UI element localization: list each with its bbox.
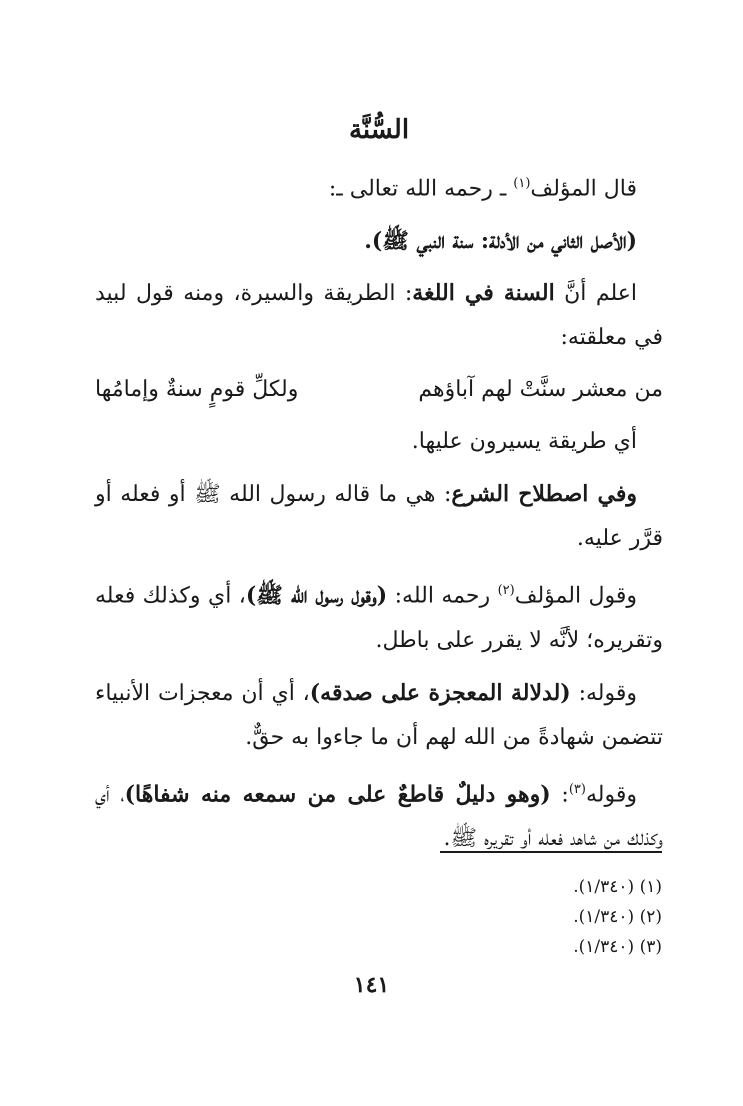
p5-rest: : هي ما قاله رسول الله ﷺ أو فعله أو قرَّر عليه. [95,482,663,552]
p8-rest: ، أي وكذلك من شاهد فعله أو تقريره ﷺ. [95,781,663,851]
footnote-ref-1: (١) [513,176,531,191]
p6-bold: (وقول رسول الله ﷺ) [245,582,388,609]
p3-pre: اعلم أنَّ [554,281,637,307]
verse-first-hemistich: من معشر سنَّتْ لهم آباؤهم [418,377,663,403]
p6-mid: رحمه الله: [387,583,498,609]
page-body [95,110,663,869]
p8-pre: وقوله [585,781,637,807]
paragraph-miracle-proof [95,671,663,760]
p6-pre: وقول المؤلف [514,583,638,609]
footnote-item: (١) (١/٣٤٠). [573,877,662,897]
footnote-item: (٢) (١/٣٤٠). [573,907,662,927]
paragraph-verse-explanation: أي طريقة يسيرون عليها. [411,429,637,455]
footnote-ref-3: (٣) [568,781,586,797]
p8-bold: (وهو دليلٌ قاطعٌ على من سمعه منه شفاهًا) [124,780,551,807]
p1-rest: ـ رحمه الله تعالى ـ: [328,176,514,202]
p1-text: قال المؤلف [530,176,637,202]
p6-rest: ، أي وكذلك فعله وتقريره؛ لأنَّه لا يقرر على باطل. [95,583,663,653]
verse-second-hemistich: ولكلِّ قومٍ سنةٌ وإمامُها [95,377,299,403]
paragraph-second-principle: (الأصل الثاني من الأدلة: سنة النبي ﷺ). [364,228,637,255]
page-number: ١٤١ [353,972,390,998]
p8-mid: : [550,781,569,807]
paragraph-definitive-evidence [95,768,663,861]
footnote-item: (٣) (١/٣٤٠). [573,937,662,957]
paragraph-linguistic-meaning [95,271,663,360]
p5-bold: وفي اصطلاح الشرع [451,481,638,508]
paragraph-prophet-saying [95,569,663,662]
section-title: السُّنَّة [348,115,410,145]
footnote-separator [440,851,662,853]
p7-bold: (لدلالة المعجزة على صدقه) [309,679,571,706]
p7-rest: ، أي أن معجزات الأنبياء تتضمن شهادةً من الله لهم أن ما جاءوا به حقٌّ. [95,680,663,750]
footnote-ref-2: (٢) [497,583,515,599]
p3-bold: السنة في اللغة [412,280,555,307]
footnotes [440,872,662,962]
p3-rest: : الطريقة والسيرة، ومنه قول لبيد في معلقته: [95,281,663,351]
paragraph-author-statement [95,162,663,211]
paragraph-legal-meaning [95,472,663,561]
poetry-verse [95,368,663,412]
p7-pre: وقوله: [570,680,637,706]
